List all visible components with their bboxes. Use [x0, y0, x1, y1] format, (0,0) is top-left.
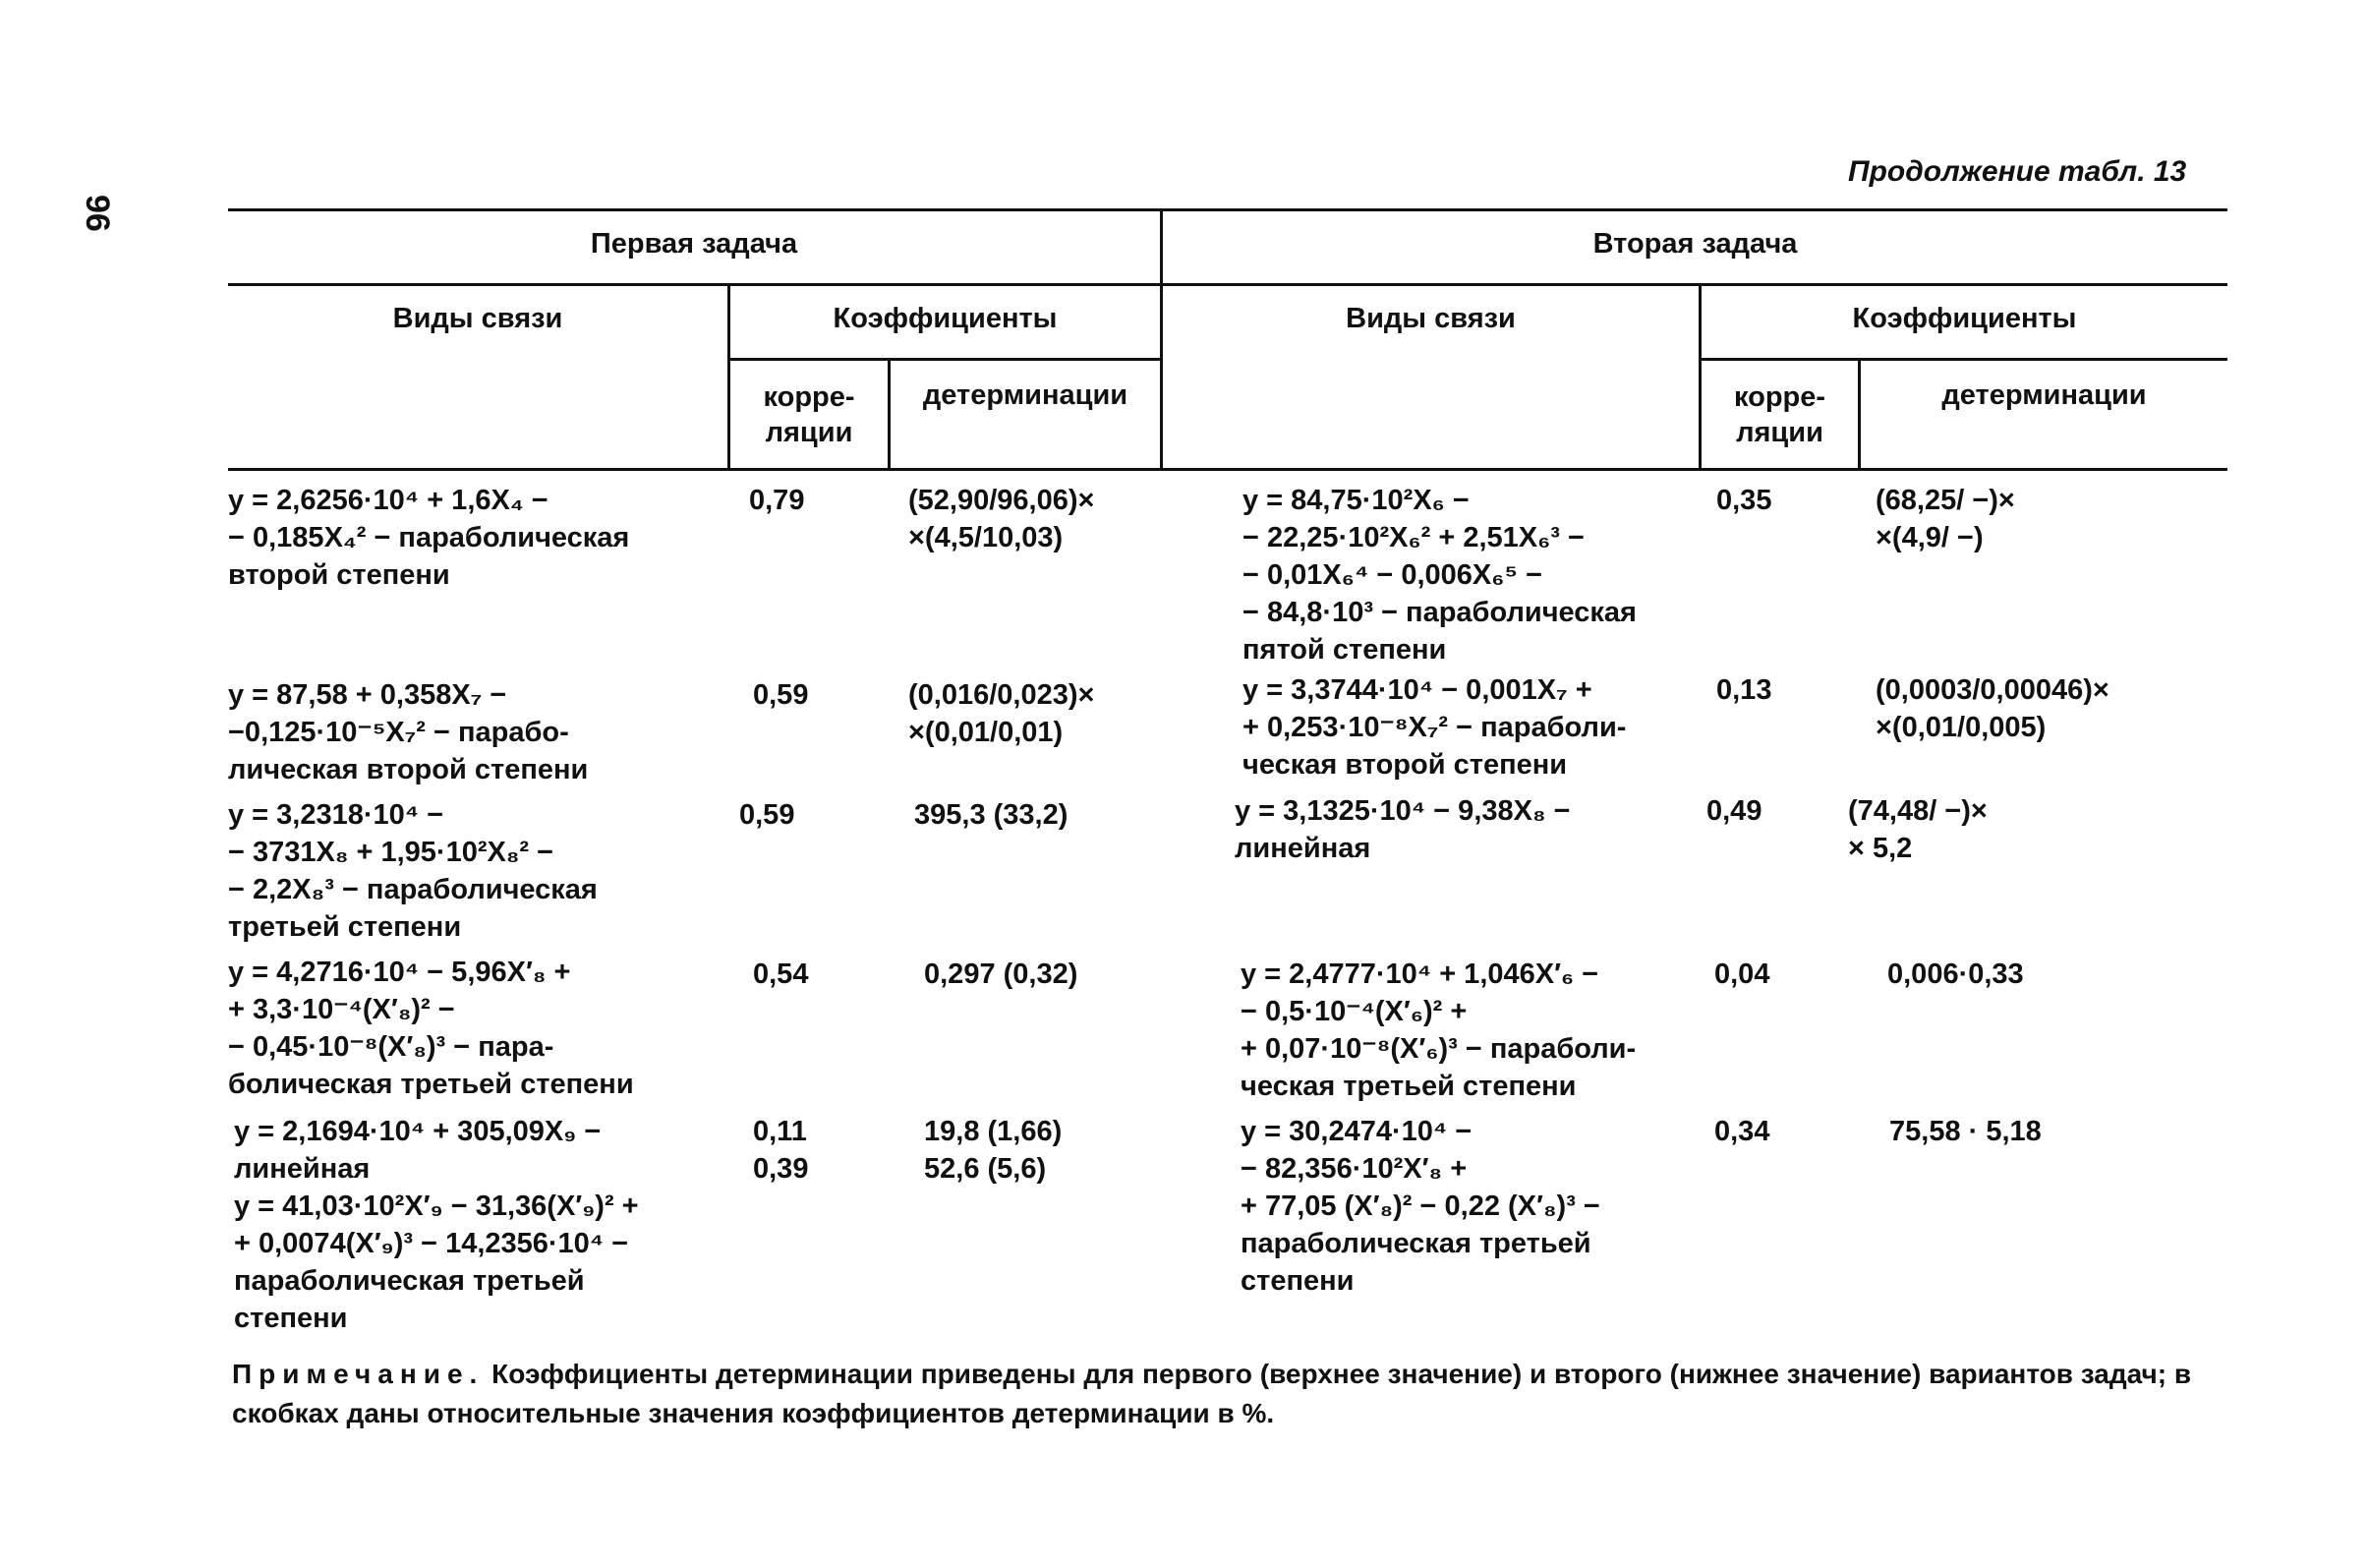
note-label: Примечание. — [232, 1359, 485, 1389]
table-note — [232, 1355, 2257, 1433]
row4-right-determination: 0,006·0,33 — [1887, 958, 2024, 990]
header-task1: Первая задача — [590, 228, 798, 260]
header-link-types-right: Виды связи — [1346, 303, 1516, 334]
header-bottom-rule — [228, 468, 2227, 471]
row4-right-correlation: 0,04 — [1714, 958, 1770, 990]
header-coefficients-right: Коэффициенты — [1852, 303, 2077, 334]
page-number: 96 — [79, 195, 116, 232]
row2-left-determination: (0,016/0,023)× ×(0,01/0,01) — [908, 679, 1095, 748]
header-coefficients-left: Коэффициенты — [833, 303, 1058, 334]
row3-left-determination: 395,3 (33,2) — [914, 799, 1068, 831]
header-link-types-left: Виды связи — [392, 303, 563, 334]
row1-left-determination: (52,90/96,06)× ×(4,5/10,03) — [908, 485, 1095, 553]
row3-right-determination: (74,48/ −)× × 5,2 — [1848, 795, 1988, 864]
row5-right-formula: у = 30,2474·10⁴ − − 82,356·10²X′₈ + + 77,05 (X′₈)² − 0,22 (X′₈)³ − параболическая третьей степени — [1241, 1116, 1600, 1297]
row1-left-formula: у = 2,6256·10⁴ + 1,6X₄ − − 0,185X₄² − параболическая второй степени — [228, 485, 630, 591]
row4-right-formula: у = 2,4777·10⁴ + 1,046X′₆ − − 0,5·10⁻⁴(X′₆)² + + 0,07·10⁻⁸(X′₆)³ − параболи- ческая третьей степени — [1241, 958, 1637, 1102]
row5-left-formula: у = 2,1694·10⁴ + 305,09X₉ − линейная у = 41,03·10²X′₉ − 31,36(X′₉)² + + 0,0074(X′₉)³ − 14,2356·10⁴ − параболическая третьей степени — [234, 1116, 639, 1334]
row3-right-correlation: 0,49 — [1706, 795, 1762, 827]
row4-left-formula: у = 4,2716·10⁴ − 5,96X′₈ + + 3,3·10⁻⁴(X′₈)² − − 0,45·10⁻⁸(X′₈)³ − пара- болическая третьей степени — [228, 957, 634, 1100]
coef-rule-left — [727, 358, 1160, 361]
row1-right-correlation: 0,35 — [1716, 485, 1772, 516]
row2-left-correlation: 0,59 — [753, 679, 809, 711]
header-correlation-left: корре- ляции — [763, 381, 855, 448]
header-task2: Вторая задача — [1592, 228, 1798, 260]
header-rule-1 — [228, 283, 2227, 286]
row4-left-correlation: 0,54 — [753, 958, 809, 990]
row1-right-determination: (68,25/ −)× ×(4,9/ −) — [1876, 485, 2015, 553]
row2-right-formula: у = 3,3744·10⁴ − 0,001X₇ + + 0,253·10⁻⁸X₇² − параболи- ческая второй степени — [1242, 674, 1627, 781]
row1-left-correlation: 0,79 — [749, 485, 805, 516]
header-correlation-right: корре- ляции — [1733, 381, 1826, 448]
row2-right-correlation: 0,13 — [1716, 674, 1772, 706]
row2-left-formula: у = 87,58 + 0,358X₇ − −0,125·10⁻⁵X₇² − парабо- лическая второй степени — [228, 679, 589, 785]
row3-left-correlation: 0,59 — [739, 799, 795, 831]
left-coef-divider — [888, 358, 891, 468]
continuation-label: Продолжение табл. 13 — [1848, 155, 2187, 188]
table-top-rule — [228, 208, 2227, 211]
row3-left-formula: у = 3,2318·10⁴ − − 3731X₈ + 1,95·10²X₈² − − 2,2X₈³ − параболическая третьей степени — [228, 799, 598, 943]
row5-left-determination: 19,8 (1,66) 52,6 (5,6) — [924, 1116, 1063, 1185]
row5-right-correlation: 0,34 — [1714, 1116, 1770, 1147]
row5-right-determination: 75,58 · 5,18 — [1889, 1116, 2042, 1147]
right-coef-divider — [1858, 358, 1861, 468]
row2-right-determination: (0,0003/0,00046)× ×(0,01/0,005) — [1876, 674, 2109, 743]
note-text: Коэффициенты детерминации приведены для первого (верхнее значение) и второго (нижнее значение) вариантов задач; в скобках даны относительные значения коэффициентов детерминации в %. — [232, 1359, 2192, 1428]
row1-right-formula: у = 84,75·10²X₆ − − 22,25·10²X₆² + 2,51X₆³ − − 0,01X₆⁴ − 0,006X₆⁵ − − 84,8·10³ − параболическая пятой степени — [1242, 485, 1637, 666]
header-determination-left: детерминации — [922, 379, 1128, 411]
header-determination-right: детерминации — [1941, 379, 2147, 411]
row4-left-determination: 0,297 (0,32) — [924, 958, 1078, 990]
row5-left-correlation: 0,11 0,39 — [753, 1116, 809, 1185]
row3-right-formula: у = 3,1325·10⁴ − 9,38X₈ − линейная — [1235, 795, 1571, 864]
coef-rule-right — [1699, 358, 2227, 361]
